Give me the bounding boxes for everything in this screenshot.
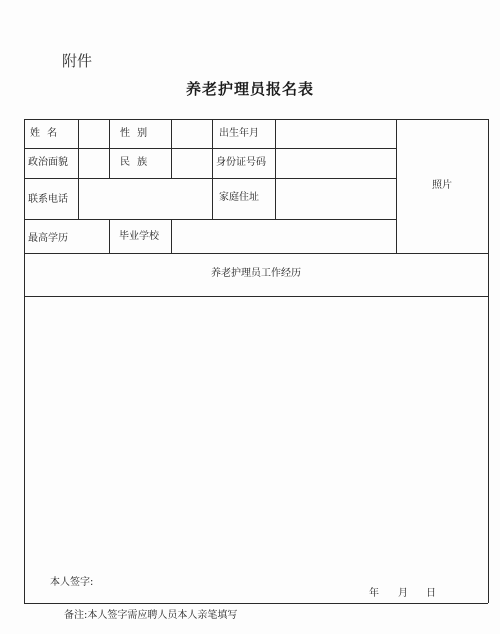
col-divider-c2 — [171, 219, 172, 253]
attachment-label: 附件 — [62, 52, 93, 70]
work-experience-field[interactable] — [25, 297, 488, 567]
work-experience-title: 养老护理员工作经历 — [211, 268, 301, 279]
gender-label: 性 别 — [120, 128, 150, 139]
home-address-label: 家庭住址 — [219, 192, 259, 203]
col-divider-e — [275, 119, 276, 219]
col-divider-d — [212, 119, 213, 219]
political-status-label: 政治面貌 — [28, 157, 68, 168]
name-label: 姓 名 — [30, 128, 60, 139]
education-label: 最高学历 — [28, 233, 68, 244]
date-day-label: 日 — [426, 588, 436, 599]
phone-label: 联系电话 — [28, 194, 68, 205]
row-divider-4 — [24, 253, 488, 254]
id-number-label: 身份证号码 — [216, 157, 266, 168]
col-divider-b2 — [109, 219, 110, 253]
birth-date-label: 出生年月 — [219, 128, 259, 139]
date-year-label: 年 — [369, 588, 379, 599]
row-divider-1 — [24, 148, 396, 149]
ethnicity-label: 民 族 — [120, 157, 150, 168]
form-title: 养老护理员报名表 — [185, 80, 314, 98]
photo-divider — [396, 119, 397, 253]
col-divider-a — [78, 119, 79, 219]
date-month-label: 月 — [398, 588, 408, 599]
footer-note: 备注:本人签字需应聘人员本人亲笔填写 — [64, 610, 238, 621]
table-border-right — [488, 119, 489, 603]
signature-label: 本人签字: — [50, 577, 94, 588]
signature-field[interactable] — [100, 572, 320, 592]
col-divider-b — [109, 119, 110, 178]
row-divider-3 — [24, 219, 396, 220]
school-label: 毕业学校 — [119, 231, 159, 242]
table-border-top — [24, 119, 488, 120]
col-divider-c — [171, 119, 172, 178]
table-border-bottom — [24, 603, 488, 604]
row-divider-2 — [24, 178, 396, 179]
photo-label: 照片 — [432, 180, 452, 191]
